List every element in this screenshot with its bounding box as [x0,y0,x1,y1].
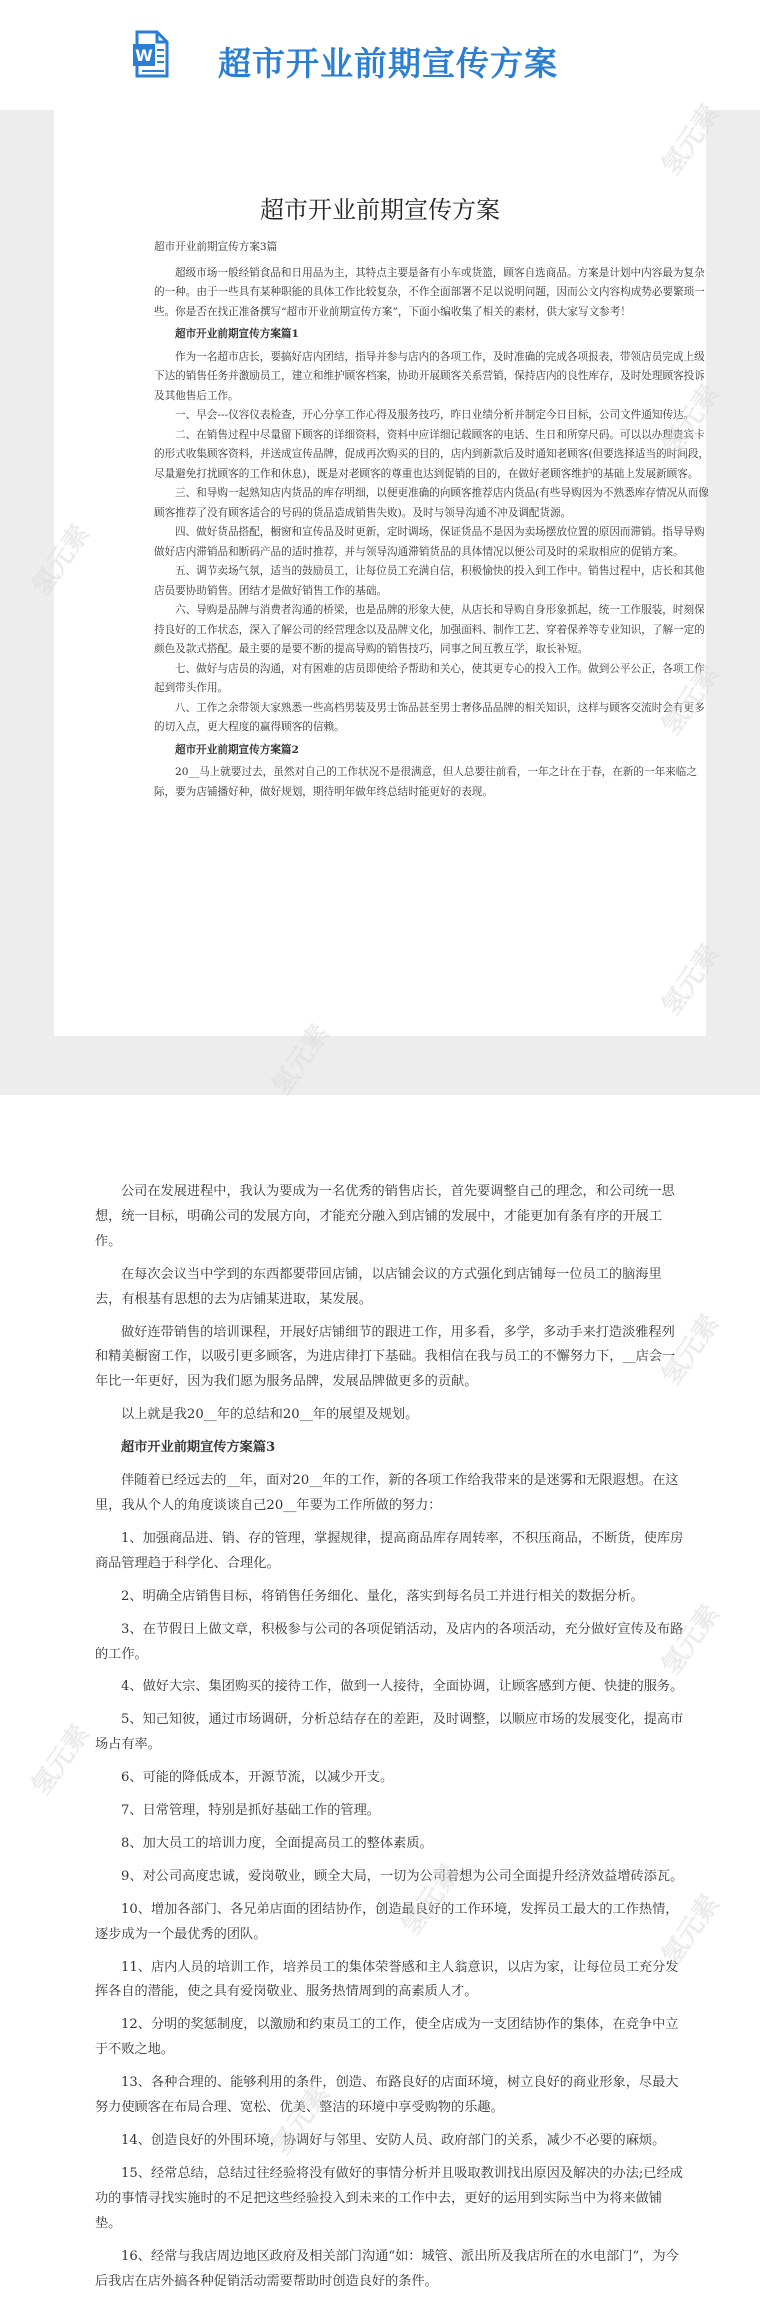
watermark-text: 氢元素 [656,1599,726,1681]
paragraph: 15、经常总结，总结过往经验将没有做好的事情分析并且吸取教训找出原因及解决的办法;已经成功的事情寻找实施时的不足把这些经验投入到未来的工作中去，更好的运用到实际当中为将来做铺垫。 [95,2165,683,2231]
paragraph: 二、在销售过程中尽量留下顾客的详细资料，资料中应详细记载顾客的电话、生日和所穿尺码。可以以办理贵宾卡的形式收集顾客资料，并送成宣传品牌，促成再次购买的目的，店内到新款后及时通知老顾客(但要选择适当的时间段，尽量避免打扰顾客的工作和休息)，既是对老顾客的尊重也达到促销的目的，在做好老顾客维护的基础上发展新顾客。 [154,428,710,480]
section2-heading: 超市开业前期宣传方案篇2 [175,743,299,756]
paragraph: 7、日常管理，特别是抓好基础工作的管理。 [121,1803,380,1819]
paragraph: 伴随着已经远去的__年，面对20__年的工作，新的各项工作给我带来的是迷雾和无限遐想。在这里，我从个人的角度谈谈自己20__年要为工作所做的努力： [95,1473,679,1513]
paragraph: 12、分明的奖惩制度，以激励和约束员工的工作，使全店成为一支团结协作的集体，在竞争中立于不败之地。 [95,2017,679,2058]
paragraph: 八、工作之余带领大家熟悉一些高档男装及男士饰品甚至男士奢侈品品牌的相关知识，这样与顾客交流时会有更多的切入点，更大程度的赢得顾客的信赖。 [154,701,705,733]
watermark-text: 氢元素 [396,1859,466,1941]
document-title: 超市开业前期宣传方案 [260,196,500,224]
svg-text:W: W [135,46,153,65]
intro-paragraph: 超级市场一般经销食品和日用品为主，其特点主要是备有小车或货篮，顾客自选商品。方案是计划中内容最为复杂的一种。由于一些具有某种职能的具体工作比较复杂，不作全面部署不足以说明问题，因而公文内容构成势必要繁琐一些。你是否在找正准备撰写“超市开业前期宣传方案”，下面小编收集了相关的素材，供大家写文参考！ [154,266,705,318]
word-document-icon [133,30,169,78]
paragraph: 14、创造良好的外围环境，协调好与邻里、安防人员、政府部门的关系，减少不必要的麻烦。 [121,2133,666,2148]
paragraph: 四、做好货品搭配，橱窗和宣传品及时更新，定时调场，保证货品不是因为卖场摆放位置的原因而滞销。指导导购做好店内滞销品和断码产品的适时推荐，并与领导沟通滞销货品的具体情况以便公司及时的采取相应的促销方案。 [154,526,705,558]
paragraph: 13、各种合理的、能够利用的条件，创造、布路良好的店面环境，树立良好的商业形象，尽最大努力使顾客在布局合理、宽松、优美、整洁的环境中享受购物的乐趣。 [95,2075,679,2116]
watermark-text: 氢元素 [656,379,726,461]
watermark-text: 氢元素 [266,2079,336,2161]
paragraph: 三、和导购一起熟知店内货品的库存明细，以便更准确的向顾客推荐店内货品(有些导购因为不熟悉库存情况从而像顾客推荐了没有顾客适合的号码的货品造成销售失败)。及时与领导沟通不冲及调配货源。 [154,487,709,519]
watermark-text: 氢元素 [656,1309,726,1391]
paragraph: 4、做好大宗、集团购买的接待工作，做到一人接待，全面协调，让顾客感到方便、快捷的服务。 [121,1679,684,1695]
watermark-text: 氢元素 [266,1019,336,1101]
paragraph: 3、在节假日上做文章，积极参与公司的各项促销活动，及店内的各项活动，充分做好宣传及布路的工作。 [95,1621,684,1662]
paragraph: 11、店内人员的培训工作，培养员工的集体荣誉感和主人翁意识，以店为家，让每位员工充分发挥各自的潜能，使之具有爱岗敬业、服务热情周到的高素质人才。 [95,1959,679,2000]
paragraph: 七、做好与店员的沟通，对有困难的店员即使给予帮助和关心，使其更专心的投入工作。做到公平公正，各项工作起到带头作用。 [154,662,705,694]
paragraph: 一、早会---仪容仪表检查，开心分享工作心得及服务技巧，昨日业绩分析并制定今日目标，公司文件通知传达。 [175,409,695,421]
banner-title: 超市开业前期宣传方案 [218,44,558,83]
watermark-text: 氢元素 [26,519,96,601]
document-page-2 [95,1180,685,2302]
paragraph: 9、对公司高度忠诚，爱岗敬业，顾全大局，一切为公司着想为公司全面提升经济效益增砖添瓦。 [121,1868,684,1884]
paragraph: 以上就是我20__年的总结和20__年的展望及规划。 [121,1407,419,1423]
watermark-text: 氢元素 [656,939,726,1021]
document-page-1 [54,110,710,1036]
page1-body [154,238,709,802]
intro-label: 超市开业前期宣传方案3篇 [154,241,278,253]
paragraph: 在每次会议当中学到的东西都要带回店铺，以店铺会议的方式强化到店铺每一位员工的脑海里去，有根基有思想的去为店铺某进取，某发展。 [95,1266,662,1307]
paragraph: 16、经常与我店周边地区政府及相关部门沟通“如：城管、派出所及我店所在的水电部门”，为今后我店在店外搞各种促销活动需要帮助时创造良好的条件。 [95,2248,679,2289]
watermark-text: 氢元素 [656,659,726,741]
section3-heading: 超市开业前期宣传方案篇3 [121,1440,276,1456]
watermark-text: 氢元素 [656,99,726,181]
paragraph: 公司在发展进程中，我认为要成为一名优秀的销售店长，首先要调整自己的理念，和公司统一思想，统一目标，明确公司的发展方向，才能充分融入到店铺的发展中，才能更加有条有序的开展工作。 [95,1184,675,1249]
paragraph: 五、调节卖场气氛，适当的鼓励员工，让每位员工充满自信，积极愉快的投入到工作中。销售过程中，店长和其他店员要协助销售。团结才是做好销售工作的基础。 [154,565,705,597]
section2-body [154,763,709,802]
section1-body [154,348,709,738]
paragraph: 1、加强商品进、销、存的管理，掌握规律，提高商品库存周转率，不积压商品，不断货，使库房商品管理趋于科学化、合理化。 [95,1530,684,1571]
paragraph: 20__马上就要过去，虽然对自己的工作状况不是很满意，但人总要往前看，一年之计在于春，在新的一年来临之际，要为店铺播好种，做好规划，期待明年做年终总结时能更好的表现。 [154,766,697,798]
page2-part-b [95,1469,685,2294]
page2-part-a [95,1180,685,1428]
paragraph: 8、加大员工的培训力度，全面提高员工的整体素质。 [121,1835,433,1851]
section1-heading: 超市开业前期宣传方案篇1 [175,328,299,340]
paragraph: 5、知己知彼，通过市场调研，分析总结存在的差距，及时调整，以顺应市场的发展变化，提高市场占有率。 [95,1712,684,1753]
watermark-text: 氢元素 [26,1719,96,1801]
watermark-text: 氢元素 [656,1889,726,1971]
paragraph: 2、明确全店销售目标，将销售任务细化、量化，落实到每名员工并进行相关的数据分析。 [121,1588,644,1604]
paragraph: 10、增加各部门、各兄弟店面的团结协作，创造最良好的工作环境，发挥员工最大的工作热情，逐步成为一个最优秀的团队。 [95,1901,679,1942]
paragraph: 6、可能的降低成本，开源节流，以减少开支。 [121,1770,394,1786]
header-banner [0,0,760,110]
paragraph: 六、导购是品牌与消费者沟通的桥梁，也是品牌的形象大使，从店长和导购自身形象抓起，统一工作服装，时刻保持良好的工作状态，深入了解公司的经营理念以及品牌文化，加强面料、制作工艺、穿着保养等专业知识，了解一定的颜色及款式搭配。最主要的是要不断的提高导购的销售技巧，同事之间互教互学，取长补短。 [154,604,705,655]
paragraph: 作为一名超市店长，要搞好店内团结，指导并参与店内的各项工作，及时准确的完成各项报表，带领店员完成上级下达的销售任务并激励员工，建立和维护顾客档案，协助开展顾客关系营销，保持店内的良性库存，及时处理顾客投诉及其他售后工作。 [154,350,705,402]
paragraph: 做好连带销售的培训课程，开展好店铺细节的跟进工作，用多看，多学，多动手来打造淡雅程列和精美橱窗工作，以吸引更多顾客，为进店律打下基础。我相信在我与员工的不懈努力下，__店会一年比一年更好，因为我们愿为服务品牌，发展品牌做更多的贡献。 [95,1324,676,1390]
